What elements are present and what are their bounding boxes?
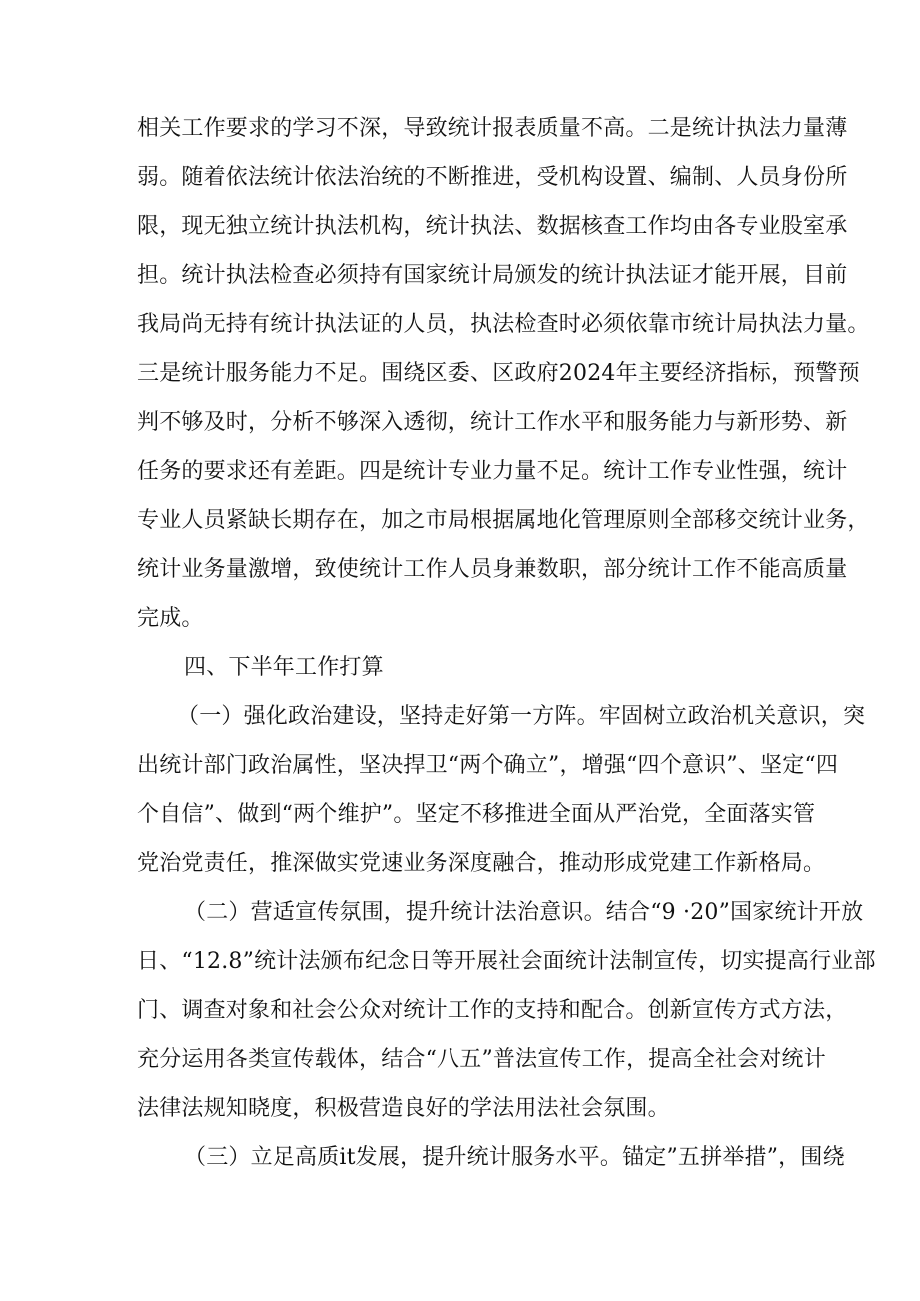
paragraph-line: 我局尚无持有统计执法证的人员，执法检查时必须依靠市统计局执法力量。 — [137, 312, 870, 337]
paragraph-line: 个自信”、做到“两个维护”。坚定不移推进全面从严治党，全面落实管 — [137, 802, 816, 827]
paragraph-line: （三）立足高质it发展，提升统计服务水平。锚定”五拼举措”，围绕 — [184, 1145, 845, 1170]
paragraph-line: 日、“12.8”统计法颁布纪念日等开展社会面统计法制宣传，切实提高行业部 — [137, 949, 876, 974]
section-heading: 四、下半年工作打算 — [184, 655, 384, 680]
paragraph-line: 专业人员紧缺长期存在，加之市局根据属地化管理原则全部移交统计业务， — [137, 508, 870, 533]
paragraph-line: 党治党责任，推深做实党速业务深度融合，推动形成党建工作新格局。 — [137, 851, 826, 876]
paragraph-line: 统计业务量激增，致使统计工作人员身兼数职，部分统计工作不能高质量 — [137, 557, 848, 582]
paragraph-line: 弱。随着依法统计依法治统的不断推进，受机构设置、编制、人员身份所 — [137, 165, 848, 190]
paragraph-line: 三是统计服务能力不足。围绕区委、区政府2024年主要经济指标，预警预 — [137, 361, 860, 386]
paragraph-line: 充分运用各类宣传载体，结合“八五”普法宣传工作，提高全社会对统计 — [137, 1047, 826, 1072]
paragraph-line: 完成。 — [137, 606, 204, 631]
paragraph-line: （二）营适宣传氛围，提升统计法治意识。结合“9 ·20”国家统计开放 — [184, 900, 864, 925]
paragraph-line: （一）强化政治建设，坚持走好第一方阵。牢固树立政治机关意识，突 — [177, 704, 866, 729]
paragraph-line: 担。统计执法检查必须持有国家统计局颁发的统计执法证才能开展，目前 — [137, 263, 848, 288]
paragraph-line: 限，现无独立统计执法机构，统计执法、数据核查工作均由各专业股室承 — [137, 214, 848, 239]
paragraph-line: 相关工作要求的学习不深，导致统计报表质量不高。二是统计执法力量薄 — [137, 116, 848, 141]
paragraph-line: 判不够及时，分析不够深入透彻，统计工作水平和服务能力与新形势、新 — [137, 410, 848, 435]
paragraph-line: 出统计部门政治属性，坚决捍卫“两个确立”，增强“四个意识”、坚定“四 — [137, 753, 839, 778]
paragraph-line: 门、调查对象和社会公众对统计工作的支持和配合。创新宣传方式方法， — [137, 998, 848, 1023]
paragraph-line: 法律法规知晓度，积极营造良好的学法用法社会氛围。 — [137, 1096, 670, 1121]
paragraph-line: 任务的要求还有差距。四是统计专业力量不足。统计工作专业性强，统计 — [137, 459, 848, 484]
